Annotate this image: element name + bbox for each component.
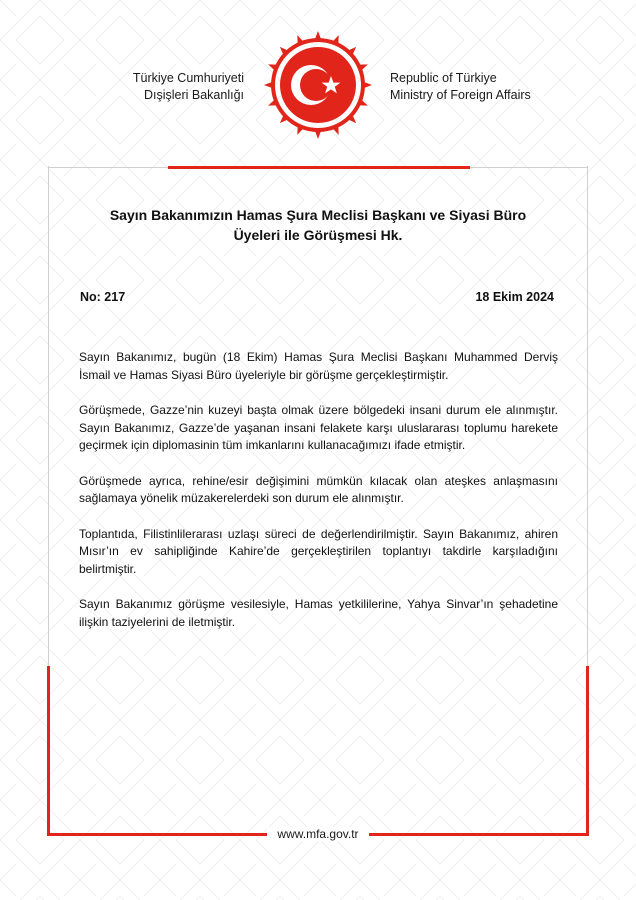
ministry-seal-icon: [263, 30, 373, 140]
body-paragraph: Görüşmede ayrıca, rehine/esir değişimini mümkün kılacak olan ateşkes anlaşmasını sağlamaya yönelik müzakerelerdeki son durum ele alınmıştır.: [79, 473, 558, 505]
document-title-line2: Üyeleri ile Görüşmesi Hk.: [233, 227, 403, 243]
header-right-block: [390, 70, 531, 104]
body-paragraph: Toplantıda, Filistinlilerarası uzlaşı süreci de değerlendirilmiştir. Sayın Bakanımız, ahiren Mısır’ın ev sahipliğinde Kahire’de gerçekleştirilen toplantıyı takdirle karşıladığını belirtmiştir.: [79, 526, 558, 576]
body-paragraph: Sayın Bakanımız, bugün (18 Ekim) Hamas Şura Meclisi Başkanı Muhammed Derviş İsmail ve Hamas Siyasi Büro üyeleriyle bir görüşme gerçekleştirmiştir.: [79, 350, 558, 382]
frame-accent-left: [47, 666, 50, 836]
header-left-line2: Dışişleri Bakanlığı: [143, 88, 244, 102]
document-title-line1: Sayın Bakanımızın Hamas Şura Meclisi Başkanı ve Siyasi Büro: [109, 207, 527, 223]
footer-url-link[interactable]: www.mfa.gov.tr: [267, 827, 368, 841]
document-date: 18 Ekim 2024: [475, 290, 554, 304]
document-number: No: 217: [80, 290, 126, 304]
frame-accent-top: [168, 166, 470, 169]
frame-accent-right: [586, 666, 589, 836]
body-paragraph: Sayın Bakanımız görüşme vesilesiyle, Hamas yetkililerine, Yahya Sinvar’ın şehadetine ilişkin taziyelerini de iletmiştir.: [79, 597, 558, 629]
header-left-line1: Türkiye Cumhuriyeti: [132, 71, 244, 85]
header-left-block: [133, 70, 244, 104]
frame-line-top-left: [48, 167, 168, 168]
frame-line-left: [48, 166, 49, 666]
document-title: [60, 205, 576, 245]
header-right-line2: Ministry of Foreign Affairs: [390, 88, 531, 102]
frame-line-top-right: [470, 167, 588, 168]
body-paragraph: Görüşmede, Gazze’nin kuzeyi başta olmak üzere bölgedeki insani durum ele alınmıştır. Sayın Bakanımız, Gazze’de yaşanan insani felakete karşı uluslararası toplumu harekete geçirmek için diplomasinin tüm imkanlarını kullanacağımızı ifade etmiştir.: [79, 403, 558, 452]
document-body: [79, 349, 558, 649]
frame-line-right: [587, 166, 588, 666]
footer: [0, 827, 636, 841]
header-right-line1: Republic of Türkiye: [390, 71, 497, 85]
